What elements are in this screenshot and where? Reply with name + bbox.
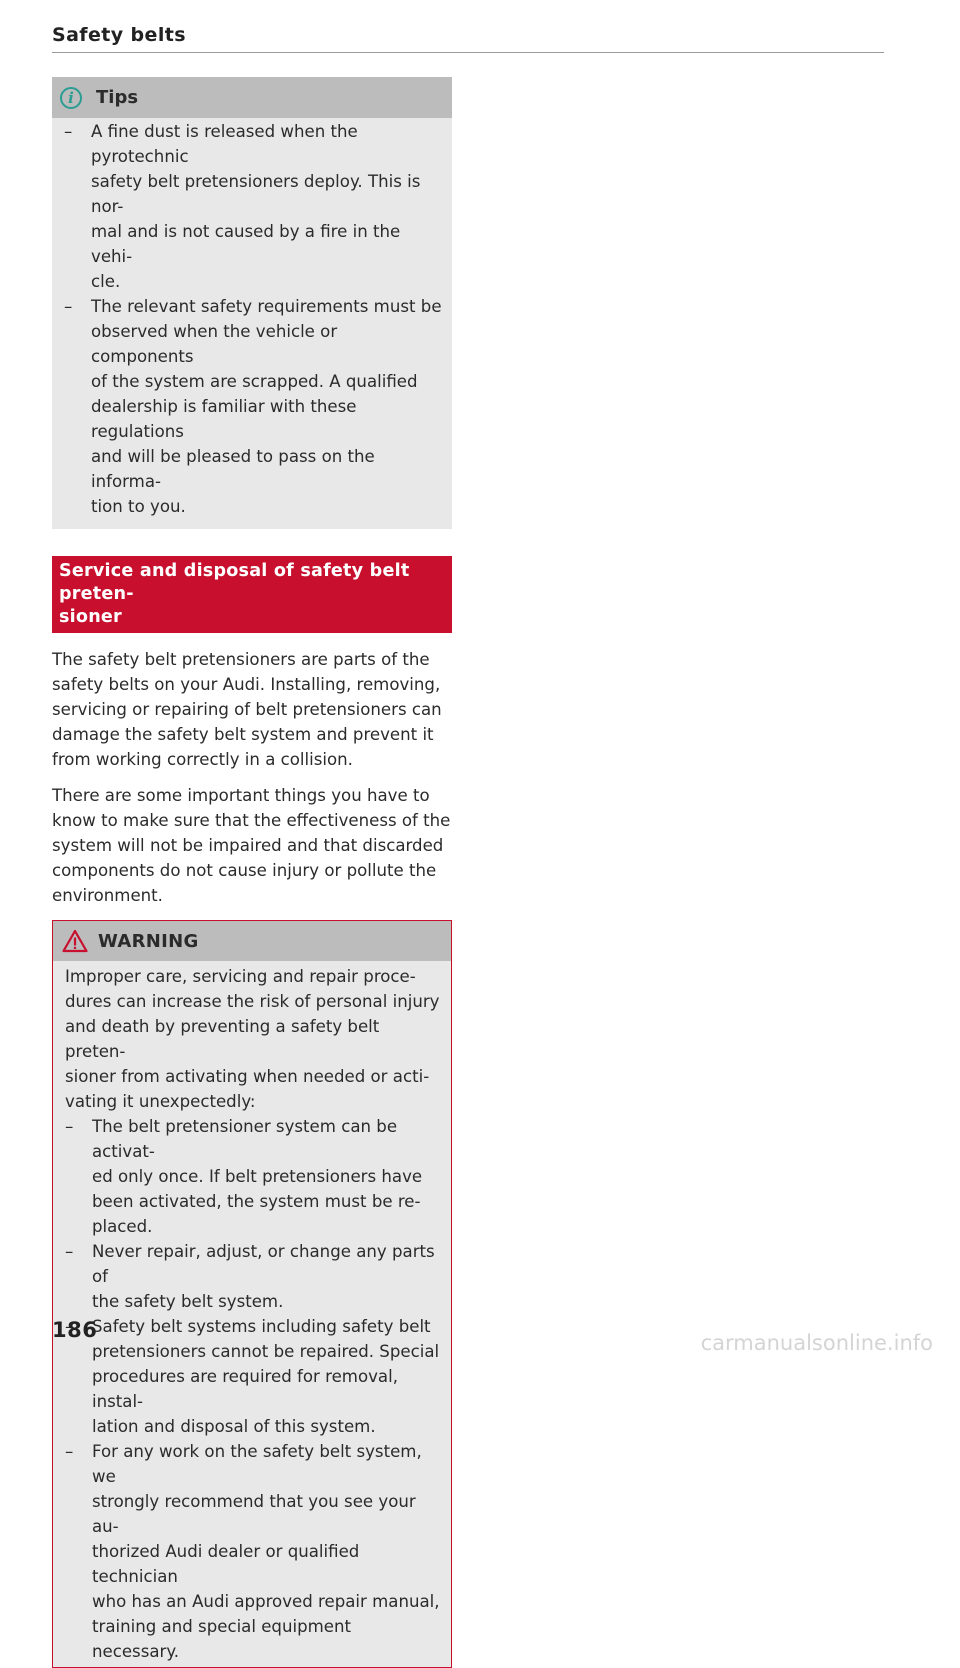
- paragraph-line: safety belts on your Audi. Installing, removing,: [52, 675, 441, 694]
- tips-body: [52, 118, 452, 529]
- paragraph-line: know to make sure that the effectiveness of the: [52, 811, 451, 830]
- warning-header: [53, 921, 451, 961]
- warning-item: [65, 1314, 441, 1439]
- tips-item-line: and will be pleased to pass on the informa-: [91, 447, 375, 491]
- paragraph-line: damage the safety belt system and prevent it: [52, 725, 434, 744]
- warning-intro: [65, 964, 441, 1114]
- section-heading-line: Service and disposal of safety belt preten-: [59, 561, 410, 604]
- warning-item-line: been activated, the system must be re-: [92, 1192, 421, 1211]
- body-paragraph: [52, 783, 452, 908]
- warning-item-line: placed.: [92, 1217, 153, 1236]
- tips-header: [52, 77, 452, 118]
- warning-triangle-icon: [62, 929, 88, 953]
- tips-item: [64, 119, 442, 294]
- paragraph-line: The safety belt pretensioners are parts of the: [52, 650, 430, 669]
- watermark: carmanualsonline.info: [700, 1331, 933, 1355]
- tips-item-line: observed when the vehicle or components: [91, 322, 338, 366]
- warning-intro-line: vating it unexpectedly:: [65, 1092, 256, 1111]
- warning-item-line: lation and disposal of this system.: [92, 1417, 376, 1436]
- warning-item-line: who has an Audi approved repair manual,: [92, 1592, 440, 1611]
- warning-item-line: – For any work on the safety belt system, we: [92, 1442, 422, 1486]
- tips-item-line: mal and is not caused by a fire in the vehi-: [91, 222, 401, 266]
- section-heading-line: sioner: [59, 607, 122, 627]
- paragraph-line: servicing or repairing of belt pretensioners can: [52, 700, 442, 719]
- warning-box: [52, 920, 452, 1668]
- page-number: 186: [52, 1318, 98, 1342]
- tips-item-line: tion to you.: [91, 497, 186, 516]
- paragraph-line: environment.: [52, 886, 163, 905]
- tips-item-line: – The relevant safety requirements must be: [91, 297, 442, 316]
- warning-intro-line: and death by preventing a safety belt preten-: [65, 1017, 380, 1061]
- paragraph-line: system will not be impaired and that discarded: [52, 836, 444, 855]
- warning-item-line: – Never repair, adjust, or change any parts of: [92, 1242, 435, 1286]
- content-column: [52, 77, 452, 1668]
- section-heading: [52, 556, 452, 633]
- warning-item-line: pretensioners cannot be repaired. Special: [92, 1342, 440, 1361]
- body-paragraph: [52, 647, 452, 772]
- warning-item: [65, 1439, 441, 1664]
- warning-intro-line: dures can increase the risk of personal injury: [65, 992, 440, 1011]
- tips-item-line: cle.: [91, 272, 121, 291]
- warning-title: WARNING: [98, 930, 199, 952]
- tips-box: [52, 77, 452, 529]
- info-icon: i: [60, 87, 82, 109]
- warning-item-line: thorized Audi dealer or qualified technician: [92, 1542, 360, 1586]
- warning-item-line: the safety belt system.: [92, 1292, 284, 1311]
- warning-item-line: – The belt pretensioner system can be activat-: [92, 1117, 398, 1161]
- warning-item-line: strongly recommend that you see your au-: [92, 1492, 416, 1536]
- tips-title: Tips: [96, 87, 139, 108]
- page-header: [52, 22, 884, 53]
- paragraph-line: from working correctly in a collision.: [52, 750, 353, 769]
- warning-intro-line: Improper care, servicing and repair proce-: [65, 967, 416, 986]
- warning-intro-line: sioner from activating when needed or acti-: [65, 1067, 430, 1086]
- warning-item-line: – Safety belt systems including safety belt: [92, 1317, 431, 1336]
- tips-item-line: dealership is familiar with these regulations: [91, 397, 357, 441]
- warning-item-line: procedures are required for removal, instal-: [92, 1367, 398, 1411]
- paragraph-line: There are some important things you have to: [52, 786, 430, 805]
- tips-item-line: safety belt pretensioners deploy. This is nor-: [91, 172, 421, 216]
- warning-body: [53, 961, 451, 1667]
- tips-item-line: of the system are scrapped. A qualified: [91, 372, 418, 391]
- tips-item-line: – A fine dust is released when the pyrotechnic: [91, 122, 358, 166]
- tips-item: [64, 294, 442, 519]
- warning-item: [65, 1239, 441, 1314]
- warning-item-line: ed only once. If belt pretensioners have: [92, 1167, 423, 1186]
- page-title: Safety belts: [52, 24, 186, 46]
- paragraph-line: components do not cause injury or pollute the: [52, 861, 437, 880]
- warning-item: [65, 1114, 441, 1239]
- warning-item-line: training and special equipment necessary.: [92, 1617, 352, 1661]
